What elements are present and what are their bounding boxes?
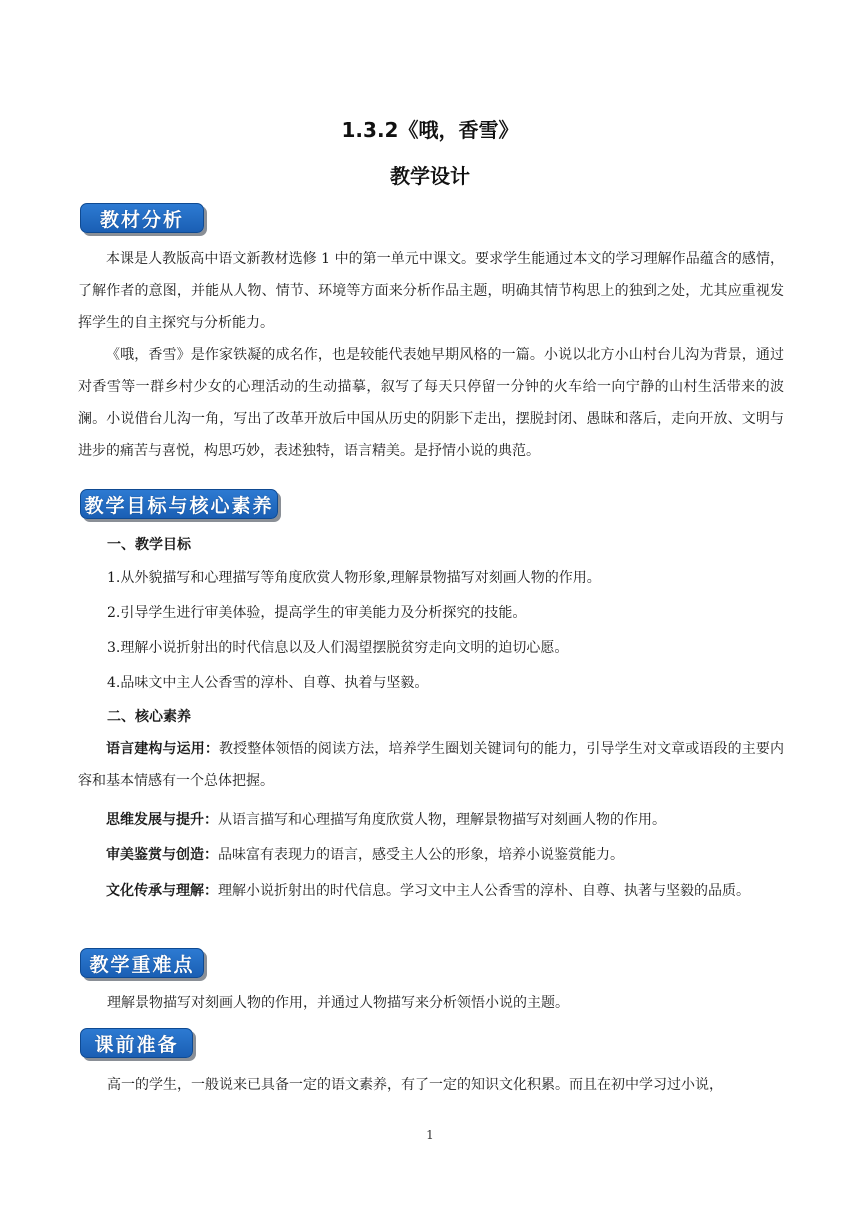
core-text-thinking: 从语言描写和心理描写角度欣赏人物，理解景物描写对刻画人物的作用。 [218, 812, 666, 828]
section-banner-prep: 课前准备 [80, 1028, 193, 1058]
core-text-culture: 理解小说折射出的时代信息。学习文中主人公香雪的淳朴、自尊、执著与坚毅的品质。 [218, 883, 750, 899]
core-term-thinking: 思维发展与提升： [106, 812, 218, 828]
goal-heading: 一、教学目标 [107, 537, 191, 553]
prep-text: 高一的学生，一般说来已具备一定的语文素养，有了一定的知识文化积累。而且在初中学习过小说， [107, 1077, 723, 1093]
core-heading: 二、核心素养 [107, 709, 191, 725]
section-banner-key-points: 教学重难点 [80, 948, 204, 978]
core-item-culture [78, 875, 784, 907]
core-term-aesthetic: 审美鉴赏与创造： [106, 847, 218, 863]
core-text-language: 教授整体领悟的阅读方法，培养学生圈划关键词句的能力，引导学生对文章或语段的主要内容和基本情感有一个总体把握。 [78, 741, 785, 789]
goal-item-3: 3.理解小说折射出的时代信息以及人们渴望摆脱贫穷走向文明的迫切心愿。 [107, 640, 569, 656]
core-item-language [78, 733, 784, 797]
core-item-aesthetic [78, 839, 784, 871]
goal-item-1: 1.从外貌描写和心理描写等角度欣赏人物形象,理解景物描写对刻画人物的作用。 [107, 570, 601, 586]
key-points-text: 理解景物描写对刻画人物的作用，并通过人物描写来分析领悟小说的主题。 [107, 995, 569, 1011]
goal-item-4: 4.品味文中主人公香雪的淳朴、自尊、执着与坚毅。 [107, 675, 429, 691]
core-term-language: 语言建构与运用： [106, 741, 220, 757]
core-term-culture: 文化传承与理解： [106, 883, 218, 899]
core-text-aesthetic: 品味富有表现力的语言，感受主人公的形象，培养小说鉴赏能力。 [218, 847, 624, 863]
core-item-thinking [78, 804, 784, 836]
material-paragraph-2: 《哦，香雪》是作家铁凝的成名作，也是较能代表她早期风格的一篇。小说以北方小山村台儿沟为背景，通过对香雪等一群乡村少女的心理活动的生动描摹，叙写了每天只停留一分钟的火车给一向宁静的山村生活带来的波澜。小说借台儿沟一角，写出了改革开放后中国从历史的阴影下走出，摆脱封闭、愚昧和落后，走向开放、文明与进步的痛苦与喜悦，构思巧妙，表述独特，语言精美。是抒情小说的典范。 [78, 347, 784, 459]
section-banner-goals: 教学目标与核心素养 [80, 489, 278, 519]
goal-item-2: 2.引导学生进行审美体验，提高学生的审美能力及分析探究的技能。 [107, 605, 527, 621]
section-banner-material: 教材分析 [80, 203, 204, 233]
page-number: 1 [426, 1128, 434, 1142]
document-title: 1.3.2《哦，香雪》 [341, 118, 519, 142]
document-subtitle: 教学设计 [390, 164, 470, 188]
material-paragraph-1: 本课是人教版高中语文新教材选修 1 中的第一单元中课文。要求学生能通过本文的学习理解作品蕴含的感情，了解作者的意图，并能从人物、情节、环境等方面来分析作品主题，明确其情节构思上的独到之处，尤其应重视发挥学生的自主探究与分析能力。 [78, 251, 784, 331]
